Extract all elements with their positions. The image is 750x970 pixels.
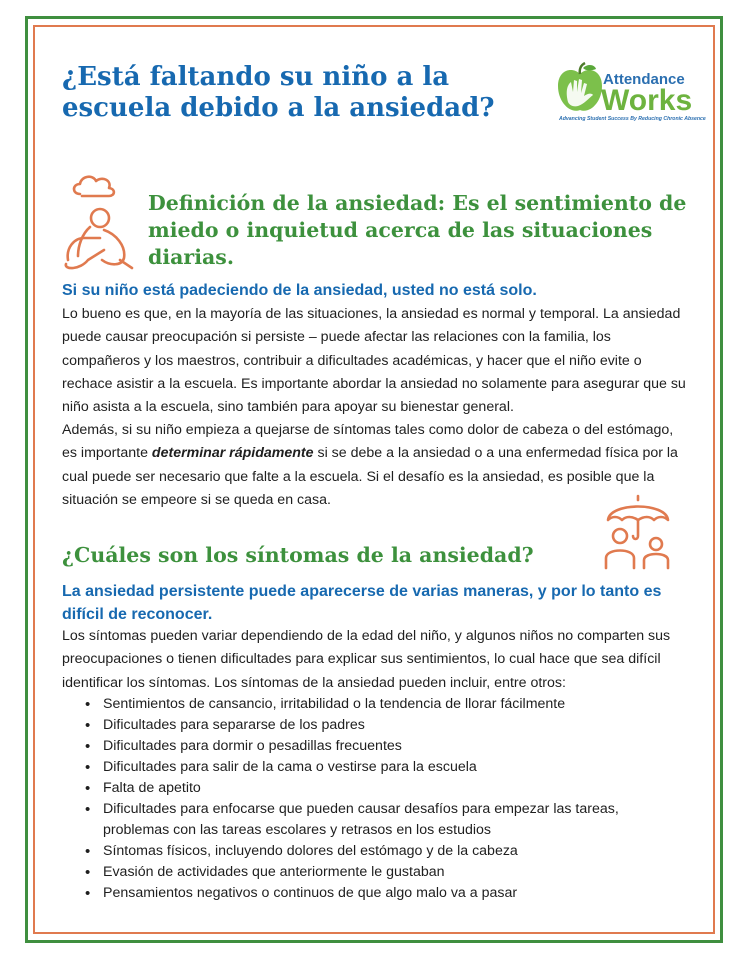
symptom-item: • Falta de apetito — [85, 778, 685, 799]
symptom-item: • Dificultades para dormir o pesadillas frecuentes — [85, 736, 685, 757]
section1-paragraph1: Lo bueno es que, en la mayoría de las situaciones, la ansiedad es normal y temporal. La ansiedad puede causar preocupación si persiste – puede afectar las relaciones con la familia, los compañeros y los maestros, contribuir a dificultades académicas, y hacer que el niño evite o rechace asistir a la escuela. Es importante abordar la ansiedad no solamente para asegurar que su niño asista a la escuela, sino también para apoyar su bienestar general. — [62, 306, 686, 416]
logo-tagline: Advancing Student Success By Reducing Chronic Absence — [559, 116, 706, 122]
symptom-item: • Síntomas físicos, incluyendo dolores del estómago y de la cabeza — [85, 841, 685, 862]
attendance-works-logo — [552, 60, 706, 130]
symptom-item: • Sentimientos de cansancio, irritabilidad o la tendencia de llorar fácilmente — [85, 694, 685, 715]
section2-subheading: La ansiedad persistente puede aparecerse de varias maneras, y por lo tanto es difícil de reconocer. — [62, 583, 662, 623]
section1-subheading: Si su niño está padeciendo de la ansiedad, usted no está solo. — [62, 282, 537, 299]
paragraph2-text-start: Además, si su niño empieza a quejarse de síntomas tales como dolor de cabeza o del estómago, es importante — [62, 422, 674, 462]
paragraph2-text-end: si se debe a la ansiedad o a una enfermedad física por la cual puede ser necesario que falte a la escuela. Si el desafío es la ansiedad, es posible que la situación se empeore si se queda en casa. — [62, 445, 678, 508]
section2-heading: ¿Cuáles son los síntomas de la ansiedad? — [62, 543, 534, 567]
definition-heading: Definición de la ansiedad: Es el sentimiento de miedo o inquietud acerca de las situaciones diarias. — [148, 191, 687, 269]
symptom-item: • Dificultades para salir de la cama o vestirse para la escuela — [85, 757, 685, 778]
paragraph2-emphasis: determinar rápidamente — [151, 445, 314, 462]
symptom-item: • Pensamientos negativos o continuos de que algo malo va a pasar — [85, 883, 685, 904]
logo-text-works: Works — [601, 84, 693, 117]
apple-hands-logo-icon — [552, 62, 608, 118]
logo-text-attendance: Attendance — [603, 71, 685, 88]
symptom-item: • Dificultades para separarse de los padres — [85, 715, 685, 736]
page-title: ¿Está faltando su niño a la escuela debido a la ansiedad? — [62, 62, 495, 123]
umbrella-family-icon — [598, 492, 680, 572]
anxious-person-cloud-icon — [60, 172, 140, 274]
section2-intro: Los síntomas pueden variar dependiendo de la edad del niño, y algunos niños no comparten sus preocupaciones o tienen dificultades para explicar sus sentimientos, lo cual hace que sea difícil identificar los síntomas. Los síntomas de la ansiedad pueden incluir, entre otros: — [62, 628, 671, 691]
symptoms-list — [85, 694, 685, 904]
symptom-item: • Dificultades para enfocarse que pueden causar desafíos para empezar las tareas, problemas con las tareas escolares y retrasos en los estudios — [85, 799, 685, 841]
symptom-item: • Evasión de actividades que anteriormente le gustaban — [85, 862, 685, 883]
